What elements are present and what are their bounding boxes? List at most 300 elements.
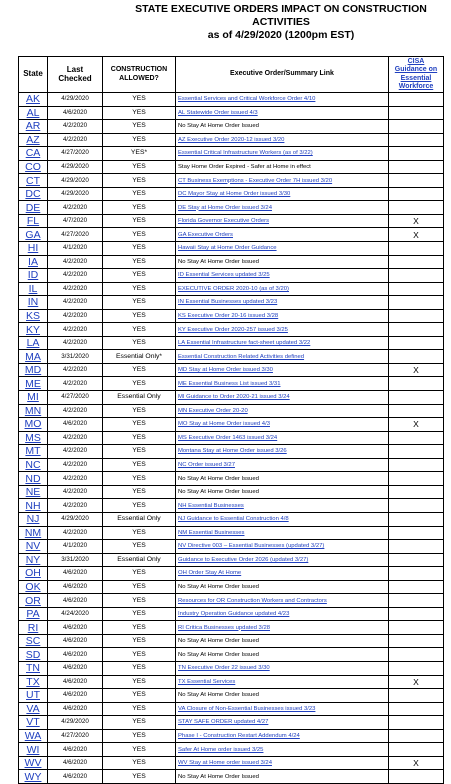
order-link[interactable]: STAY SAFE ORDER updated 4/27	[178, 719, 269, 726]
header-order-link: Executive Order/Summary Link	[176, 57, 389, 93]
construction-allowed-cell: YES	[103, 702, 176, 716]
construction-allowed-cell: YES	[103, 187, 176, 201]
construction-allowed-cell: YES	[103, 661, 176, 675]
state-link[interactable]: NM	[19, 526, 48, 540]
state-link[interactable]: ND	[19, 472, 48, 486]
order-link[interactable]: NH Essential Businesses	[178, 502, 244, 509]
last-checked-cell: 4/6/2020	[48, 567, 103, 581]
order-cell	[176, 404, 389, 418]
state-link[interactable]: OH	[19, 567, 48, 581]
order-link[interactable]: Florida Governor Executive Orders	[178, 218, 270, 225]
order-text: No Stay At Home Order Issued	[178, 651, 259, 658]
construction-allowed-cell: YES	[103, 485, 176, 499]
order-cell	[176, 418, 389, 432]
cisa-mark-cell	[389, 472, 444, 486]
construction-allowed-cell: YES	[103, 309, 176, 323]
cisa-mark-cell	[389, 689, 444, 703]
state-link[interactable]: ID	[19, 269, 48, 283]
table-row	[19, 147, 444, 161]
order-text: No Stay At Home Order Issued	[178, 638, 259, 645]
last-checked-cell: 4/2/2020	[48, 269, 103, 283]
state-link[interactable]: RI	[19, 621, 48, 635]
order-text: No Stay At Home Order Issued	[178, 583, 259, 590]
construction-allowed-cell: YES	[103, 133, 176, 147]
last-checked-cell: 4/29/2020	[48, 716, 103, 730]
last-checked-cell: 4/29/2020	[48, 174, 103, 188]
order-cell	[176, 106, 389, 120]
cisa-mark-cell	[389, 242, 444, 256]
table-row	[19, 458, 444, 472]
order-text: Stay Home Order Expired - Safer at Home in effect	[178, 164, 311, 170]
construction-allowed-cell: YES	[103, 594, 176, 608]
cisa-mark-cell	[389, 607, 444, 621]
state-link[interactable]: IA	[19, 255, 48, 269]
construction-allowed-cell: YES	[103, 689, 176, 703]
state-link[interactable]: CA	[19, 147, 48, 161]
table-row	[19, 675, 444, 689]
construction-allowed-cell: YES	[103, 472, 176, 486]
order-cell	[176, 242, 389, 256]
state-link[interactable]: NV	[19, 540, 48, 554]
construction-allowed-cell: YES	[103, 770, 176, 784]
state-link[interactable]: PA	[19, 607, 48, 621]
order-link[interactable]: Guidance to Executive Order 2026 (updated 3/27)	[178, 556, 309, 563]
order-cell	[176, 526, 389, 540]
state-link[interactable]: AR	[19, 120, 48, 134]
order-link[interactable]: Industry Operation Guidance updated 4/23	[178, 611, 290, 618]
cisa-mark-cell	[389, 147, 444, 161]
last-checked-cell: 4/2/2020	[48, 323, 103, 337]
order-link[interactable]: Phase I - Construction Restart Addendum 4/24	[178, 732, 300, 739]
order-cell	[176, 540, 389, 554]
state-link[interactable]: TN	[19, 661, 48, 675]
order-cell	[176, 716, 389, 730]
construction-allowed-cell: YES	[103, 296, 176, 310]
order-cell	[176, 363, 389, 377]
construction-allowed-cell: YES	[103, 729, 176, 743]
order-text: No Stay At Home Order Issued	[178, 258, 259, 265]
table-row	[19, 756, 444, 770]
construction-allowed-cell: YES	[103, 214, 176, 228]
last-checked-cell: 4/2/2020	[48, 296, 103, 310]
state-link[interactable]: AZ	[19, 133, 48, 147]
header-state: State	[19, 57, 48, 93]
order-link[interactable]: MI Guidance to Order 2020-21 issued 3/24	[178, 394, 290, 401]
order-cell	[176, 743, 389, 757]
last-checked-cell: 4/6/2020	[48, 580, 103, 594]
state-link[interactable]: DE	[19, 201, 48, 215]
state-link[interactable]: ME	[19, 377, 48, 391]
construction-allowed-cell: YES	[103, 716, 176, 730]
last-checked-cell: 4/2/2020	[48, 255, 103, 269]
construction-allowed-cell: YES	[103, 201, 176, 215]
cisa-mark-cell: X	[389, 363, 444, 377]
order-text: No Stay At Home Order Issued	[178, 489, 259, 496]
order-link[interactable]: WV Stay at Home order issued 3/24	[178, 760, 272, 767]
order-link[interactable]: Essential Services and Critical Workforce Order 4/10	[178, 96, 316, 103]
state-link[interactable]: VT	[19, 716, 48, 730]
last-checked-cell: 4/2/2020	[48, 499, 103, 513]
table-header-row	[19, 57, 444, 93]
order-cell	[176, 187, 389, 201]
order-link[interactable]: AL Statewide Order issued 4/3	[178, 109, 258, 116]
last-checked-cell: 4/2/2020	[48, 336, 103, 350]
order-link[interactable]: AZ Executive Order 2020-12 issued 3/20	[178, 136, 285, 143]
table-row	[19, 553, 444, 567]
state-link[interactable]: IN	[19, 296, 48, 310]
construction-allowed-cell: YES	[103, 607, 176, 621]
order-link[interactable]: TX Essential Services	[178, 678, 236, 685]
last-checked-cell: 4/6/2020	[48, 689, 103, 703]
state-link[interactable]: VA	[19, 702, 48, 716]
table-row	[19, 499, 444, 513]
cisa-mark-cell	[389, 594, 444, 608]
last-checked-cell: 4/2/2020	[48, 133, 103, 147]
order-cell	[176, 201, 389, 215]
state-link[interactable]: LA	[19, 336, 48, 350]
last-checked-cell: 4/6/2020	[48, 106, 103, 120]
order-cell	[176, 147, 389, 161]
table-row	[19, 350, 444, 364]
last-checked-cell: 4/2/2020	[48, 404, 103, 418]
construction-allowed-cell: YES	[103, 431, 176, 445]
cisa-mark-cell	[389, 120, 444, 134]
order-cell	[176, 255, 389, 269]
construction-allowed-cell: YES*	[103, 147, 176, 161]
order-cell	[176, 472, 389, 486]
state-link[interactable]: GA	[19, 228, 48, 242]
state-link[interactable]: MO	[19, 418, 48, 432]
table-row	[19, 269, 444, 283]
table-row	[19, 228, 444, 242]
last-checked-cell: 4/1/2020	[48, 540, 103, 554]
order-link[interactable]: NC Order issued 3/27	[178, 462, 235, 469]
table-row	[19, 648, 444, 662]
construction-allowed-cell: YES	[103, 106, 176, 120]
order-link[interactable]: Essential Construction Related Activities defined	[178, 353, 305, 360]
table-row	[19, 174, 444, 188]
table-row	[19, 431, 444, 445]
cisa-mark-cell	[389, 93, 444, 107]
state-link[interactable]: HI	[19, 242, 48, 256]
cisa-mark-cell	[389, 296, 444, 310]
order-link[interactable]: MD Stay at Home Order issued 3/30	[178, 367, 273, 374]
construction-allowed-cell: YES	[103, 160, 176, 174]
cisa-mark-cell: X	[389, 228, 444, 242]
cisa-mark-cell	[389, 648, 444, 662]
cisa-mark-cell	[389, 255, 444, 269]
cisa-mark-cell: X	[389, 675, 444, 689]
construction-allowed-cell: YES	[103, 648, 176, 662]
order-cell	[176, 350, 389, 364]
header-last-checked: Last Checked	[48, 57, 103, 93]
order-cell	[176, 445, 389, 459]
order-cell	[176, 174, 389, 188]
order-link[interactable]: VA Closure of Non-Essential Businesses issued 3/23	[178, 705, 316, 712]
order-link[interactable]: KS Executive Order 20-16 issued 3/28	[178, 313, 279, 320]
last-checked-cell: 4/27/2020	[48, 391, 103, 405]
title-line-2: as of 4/29/2020 (1200pm EST)	[207, 29, 355, 41]
order-cell	[176, 296, 389, 310]
table-row	[19, 133, 444, 147]
cisa-mark-cell: X	[389, 214, 444, 228]
order-link[interactable]: OH Order Stay At Home	[178, 570, 242, 577]
state-link[interactable]: CT	[19, 174, 48, 188]
construction-allowed-cell: YES	[103, 526, 176, 540]
construction-allowed-cell: YES	[103, 93, 176, 107]
table-row	[19, 526, 444, 540]
cisa-mark-cell	[389, 269, 444, 283]
last-checked-cell: 4/2/2020	[48, 458, 103, 472]
cisa-mark-cell	[389, 540, 444, 554]
last-checked-cell: 4/2/2020	[48, 120, 103, 134]
cisa-mark-cell	[389, 661, 444, 675]
order-link[interactable]: NV Directive 003 – Essential Businesses (updated 3/27)	[178, 543, 325, 550]
cisa-mark-cell	[389, 404, 444, 418]
state-link[interactable]: CO	[19, 160, 48, 174]
table-row	[19, 214, 444, 228]
order-cell	[176, 553, 389, 567]
construction-allowed-cell: YES	[103, 255, 176, 269]
state-link[interactable]: NH	[19, 499, 48, 513]
state-link[interactable]: NE	[19, 485, 48, 499]
state-link[interactable]: KS	[19, 309, 48, 323]
order-link[interactable]: DE Stay at Home Order issued 3/24	[178, 204, 272, 211]
construction-allowed-cell: YES	[103, 499, 176, 513]
cisa-mark-cell	[389, 458, 444, 472]
order-link[interactable]: GA Executive Orders	[178, 231, 233, 238]
state-link[interactable]: KY	[19, 323, 48, 337]
cisa-mark-cell	[389, 323, 444, 337]
cisa-mark-cell	[389, 377, 444, 391]
construction-allowed-cell: YES	[103, 634, 176, 648]
cisa-mark-cell	[389, 133, 444, 147]
order-cell	[176, 336, 389, 350]
state-link[interactable]: NC	[19, 458, 48, 472]
construction-allowed-cell: YES	[103, 363, 176, 377]
state-link[interactable]: MA	[19, 350, 48, 364]
order-link[interactable]: ID Essential Services updated 3/25	[178, 272, 270, 279]
last-checked-cell: 4/2/2020	[48, 472, 103, 486]
table-row	[19, 160, 444, 174]
last-checked-cell: 4/27/2020	[48, 228, 103, 242]
order-cell	[176, 621, 389, 635]
order-text: No Stay At Home Order Issued	[178, 475, 259, 482]
table-row	[19, 594, 444, 608]
last-checked-cell: 4/29/2020	[48, 160, 103, 174]
order-link[interactable]: MO Stay at Home Order issued 4/3	[178, 421, 270, 428]
order-cell	[176, 228, 389, 242]
state-link[interactable]: NY	[19, 553, 48, 567]
table-body	[19, 93, 444, 784]
order-link[interactable]: IN Essential Businesses updated 3/23	[178, 299, 278, 306]
cisa-mark-cell	[389, 702, 444, 716]
table-row	[19, 377, 444, 391]
state-link[interactable]: TX	[19, 675, 48, 689]
cisa-mark-cell	[389, 580, 444, 594]
state-link[interactable]: AL	[19, 106, 48, 120]
state-link[interactable]: WI	[19, 743, 48, 757]
last-checked-cell: 3/31/2020	[48, 350, 103, 364]
table-row	[19, 187, 444, 201]
order-link[interactable]: ME Essential Business List issued 3/31	[178, 380, 281, 387]
document-title	[120, 3, 442, 42]
order-cell	[176, 93, 389, 107]
cisa-mark-cell	[389, 526, 444, 540]
last-checked-cell: 4/2/2020	[48, 309, 103, 323]
construction-allowed-cell: YES	[103, 228, 176, 242]
order-link[interactable]: EXECUTIVE ORDER 2020-10 (as of 3/20)	[178, 285, 289, 292]
order-cell	[176, 689, 389, 703]
last-checked-cell: 4/2/2020	[48, 431, 103, 445]
table-row	[19, 363, 444, 377]
order-cell	[176, 133, 389, 147]
last-checked-cell: 4/27/2020	[48, 729, 103, 743]
last-checked-cell: 4/6/2020	[48, 418, 103, 432]
order-cell	[176, 120, 389, 134]
table-row	[19, 512, 444, 526]
order-cell	[176, 675, 389, 689]
construction-allowed-cell: Essential Only	[103, 391, 176, 405]
state-link[interactable]: SD	[19, 648, 48, 662]
last-checked-cell: 4/2/2020	[48, 201, 103, 215]
cisa-mark-cell	[389, 309, 444, 323]
last-checked-cell: 3/31/2020	[48, 553, 103, 567]
last-checked-cell: 4/7/2020	[48, 214, 103, 228]
table-row	[19, 255, 444, 269]
state-link[interactable]: SC	[19, 634, 48, 648]
order-cell	[176, 634, 389, 648]
construction-allowed-cell: YES	[103, 621, 176, 635]
table-row	[19, 106, 444, 120]
order-link[interactable]: Montana Stay at Home Order issued 3/26	[178, 448, 287, 455]
construction-allowed-cell: YES	[103, 323, 176, 337]
state-link[interactable]: OK	[19, 580, 48, 594]
cisa-mark-cell	[389, 391, 444, 405]
construction-allowed-cell: Essential Only	[103, 512, 176, 526]
order-link[interactable]: MN Executive Order 20-20	[178, 407, 248, 414]
order-cell	[176, 431, 389, 445]
order-link[interactable]: DC Mayor Stay at Home Order issued 3/30	[178, 191, 291, 198]
table-row	[19, 580, 444, 594]
order-link[interactable]: MS Executive Order 1463 issued 3/24	[178, 434, 278, 441]
table-row	[19, 702, 444, 716]
construction-allowed-cell: YES	[103, 242, 176, 256]
last-checked-cell: 4/29/2020	[48, 93, 103, 107]
order-link[interactable]: Hawaii Stay at Home Order Guidance	[178, 245, 277, 252]
state-link[interactable]: WY	[19, 770, 48, 784]
state-link[interactable]: MT	[19, 445, 48, 459]
construction-allowed-cell: YES	[103, 743, 176, 757]
last-checked-cell: 4/2/2020	[48, 445, 103, 459]
cisa-mark-cell	[389, 350, 444, 364]
last-checked-cell: 4/6/2020	[48, 702, 103, 716]
last-checked-cell: 4/29/2020	[48, 512, 103, 526]
order-link[interactable]: CT Business Exemptions - Executive Order 7H issued 3/20	[178, 177, 333, 184]
last-checked-cell: 4/1/2020	[48, 242, 103, 256]
header-cisa-guidance-link[interactable]: CISA Guidance on Essential Workforce	[389, 57, 444, 93]
cisa-mark-cell	[389, 621, 444, 635]
table-row	[19, 472, 444, 486]
cisa-mark-cell	[389, 201, 444, 215]
construction-allowed-cell: YES	[103, 567, 176, 581]
order-cell	[176, 567, 389, 581]
construction-allowed-cell: YES	[103, 580, 176, 594]
construction-allowed-cell: YES	[103, 675, 176, 689]
order-link[interactable]: KY Executive Order 2020-257 issued 3/25	[178, 326, 288, 333]
construction-allowed-cell: Essential Only*	[103, 350, 176, 364]
order-cell	[176, 377, 389, 391]
order-link[interactable]: Resources for OR Construction Workers and Contractors	[178, 597, 327, 604]
order-cell	[176, 323, 389, 337]
state-link[interactable]: OR	[19, 594, 48, 608]
state-link[interactable]: MD	[19, 363, 48, 377]
cisa-mark-cell: X	[389, 418, 444, 432]
state-link[interactable]: WA	[19, 729, 48, 743]
last-checked-cell: 4/2/2020	[48, 526, 103, 540]
order-text: No Stay At Home Order Issued	[178, 773, 259, 780]
table-row	[19, 323, 444, 337]
state-link[interactable]: DC	[19, 187, 48, 201]
state-link[interactable]: IL	[19, 282, 48, 296]
order-cell	[176, 580, 389, 594]
state-link[interactable]: AK	[19, 93, 48, 107]
construction-allowed-cell: YES	[103, 445, 176, 459]
last-checked-cell: 4/6/2020	[48, 756, 103, 770]
order-link[interactable]: Safer At Home order issued 3/25	[178, 746, 264, 753]
order-link[interactable]: NM Essential Businesses	[178, 529, 245, 536]
last-checked-cell: 4/29/2020	[48, 187, 103, 201]
order-link[interactable]: TN Executive Order 22 issued 3/30	[178, 665, 270, 672]
title-line-1: STATE EXECUTIVE ORDERS IMPACT ON CONSTRUCTION ACTIVITIES	[135, 3, 427, 28]
table-row	[19, 418, 444, 432]
order-cell	[176, 214, 389, 228]
construction-allowed-cell: YES	[103, 540, 176, 554]
table-row	[19, 661, 444, 675]
order-cell	[176, 661, 389, 675]
cisa-mark-cell	[389, 499, 444, 513]
table-row	[19, 485, 444, 499]
state-link[interactable]: MS	[19, 431, 48, 445]
state-link[interactable]: NJ	[19, 512, 48, 526]
order-cell	[176, 756, 389, 770]
cisa-mark-cell	[389, 485, 444, 499]
order-link[interactable]: LA Essential Infrastructure fact-sheet updated 3/22	[178, 340, 311, 347]
table-row	[19, 404, 444, 418]
table-row	[19, 716, 444, 730]
cisa-mark-cell	[389, 336, 444, 350]
state-link[interactable]: WV	[19, 756, 48, 770]
table-row	[19, 729, 444, 743]
cisa-mark-cell	[389, 567, 444, 581]
order-link[interactable]: RI Critica Businesses updated 3/28	[178, 624, 271, 631]
state-link[interactable]: UT	[19, 689, 48, 703]
state-link[interactable]: MI	[19, 391, 48, 405]
construction-allowed-cell: YES	[103, 336, 176, 350]
state-link[interactable]: FL	[19, 214, 48, 228]
construction-allowed-cell: YES	[103, 377, 176, 391]
order-link[interactable]: NJ Guidance to Essential Construction 4/8	[178, 516, 289, 523]
last-checked-cell: 4/6/2020	[48, 770, 103, 784]
order-cell	[176, 594, 389, 608]
cisa-mark-cell	[389, 729, 444, 743]
cisa-mark-cell	[389, 445, 444, 459]
construction-allowed-cell: Essential Only	[103, 553, 176, 567]
state-link[interactable]: MN	[19, 404, 48, 418]
cisa-mark-cell: X	[389, 756, 444, 770]
order-link[interactable]: Essential Critical Infrastructure Workers (as of 3/22)	[178, 150, 313, 157]
last-checked-cell: 4/27/2020	[48, 147, 103, 161]
